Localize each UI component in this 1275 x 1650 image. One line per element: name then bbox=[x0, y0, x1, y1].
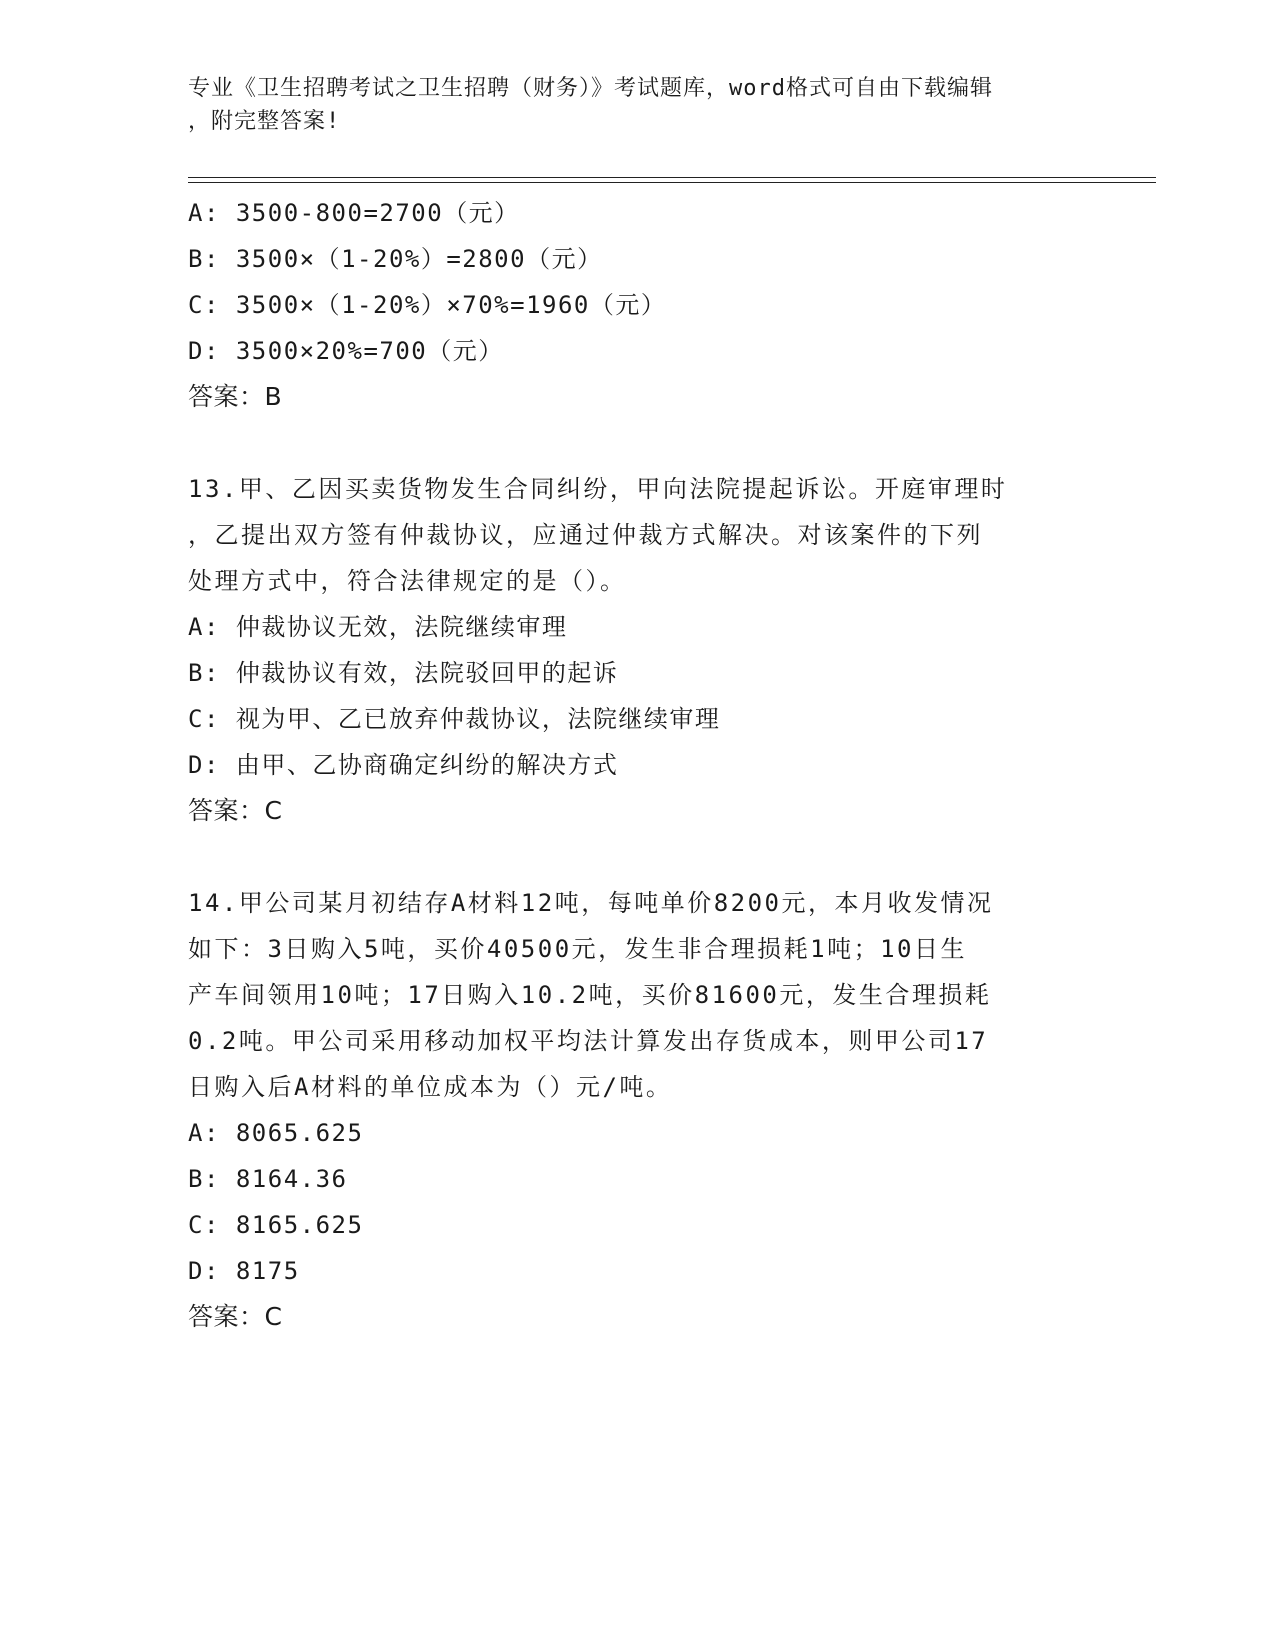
option-d: D: 由甲、乙协商确定纠纷的解决方式 bbox=[188, 751, 619, 779]
document-header bbox=[188, 72, 1088, 138]
header-divider-bottom bbox=[188, 182, 1156, 183]
question-line: 产车间领用10吨；17日购入10.2吨，买价81600元，发生合理损耗 bbox=[188, 981, 992, 1009]
option-b: B: 8164.36 bbox=[188, 1165, 348, 1193]
question-13-block bbox=[188, 466, 1108, 834]
question-line: 0.2吨。甲公司采用移动加权平均法计算发出存货成本，则甲公司17 bbox=[188, 1027, 989, 1055]
option-a: A: 3500-800=2700（元） bbox=[188, 199, 520, 227]
option-a: A: 8065.625 bbox=[188, 1119, 364, 1147]
question-text bbox=[188, 466, 1108, 604]
answer-label: 答案：C bbox=[188, 796, 283, 825]
answer-label: 答案：B bbox=[188, 382, 283, 411]
header-line-1: 专业《卫生招聘考试之卫生招聘（财务）》考试题库，word格式可自由下载编辑 bbox=[188, 76, 993, 101]
question-12-block bbox=[188, 190, 1108, 420]
question-14-block bbox=[188, 880, 1108, 1340]
spacer bbox=[188, 420, 1108, 466]
header-line-2: ，附完整答案! bbox=[188, 109, 341, 134]
option-b: B: 3500×（1-20%）=2800（元） bbox=[188, 245, 603, 273]
option-d: D: 8175 bbox=[188, 1257, 300, 1285]
question-line: 14.甲公司某月初结存A材料12吨，每吨单价8200元，本月收发情况 bbox=[188, 889, 994, 917]
spacer bbox=[188, 834, 1108, 880]
question-line: 13.甲、乙因买卖货物发生合同纠纷，甲向法院提起诉讼。开庭审理时 bbox=[188, 475, 1008, 503]
option-c: C: 3500×（1-20%）×70%=1960（元） bbox=[188, 291, 667, 319]
question-line: 如下：3日购入5吨，买价40500元，发生非合理损耗1吨；10日生 bbox=[188, 935, 967, 963]
option-c: C: 视为甲、乙已放弃仲裁协议，法院继续审理 bbox=[188, 705, 721, 733]
question-line: 处理方式中，符合法律规定的是（）。 bbox=[188, 567, 627, 595]
question-text bbox=[188, 880, 1108, 1110]
question-line: ，乙提出双方签有仲裁协议，应通过仲裁方式解决。对该案件的下列 bbox=[188, 521, 983, 549]
option-c: C: 8165.625 bbox=[188, 1211, 364, 1239]
header-divider-top bbox=[188, 177, 1156, 178]
option-b: B: 仲裁协议有效，法院驳回甲的起诉 bbox=[188, 659, 619, 687]
option-a: A: 仲裁协议无效，法院继续审理 bbox=[188, 613, 568, 641]
question-line: 日购入后A材料的单位成本为（）元/吨。 bbox=[188, 1073, 673, 1101]
answer-label: 答案：C bbox=[188, 1302, 283, 1331]
document-body bbox=[188, 190, 1108, 1340]
option-d: D: 3500×20%=700（元） bbox=[188, 337, 504, 365]
